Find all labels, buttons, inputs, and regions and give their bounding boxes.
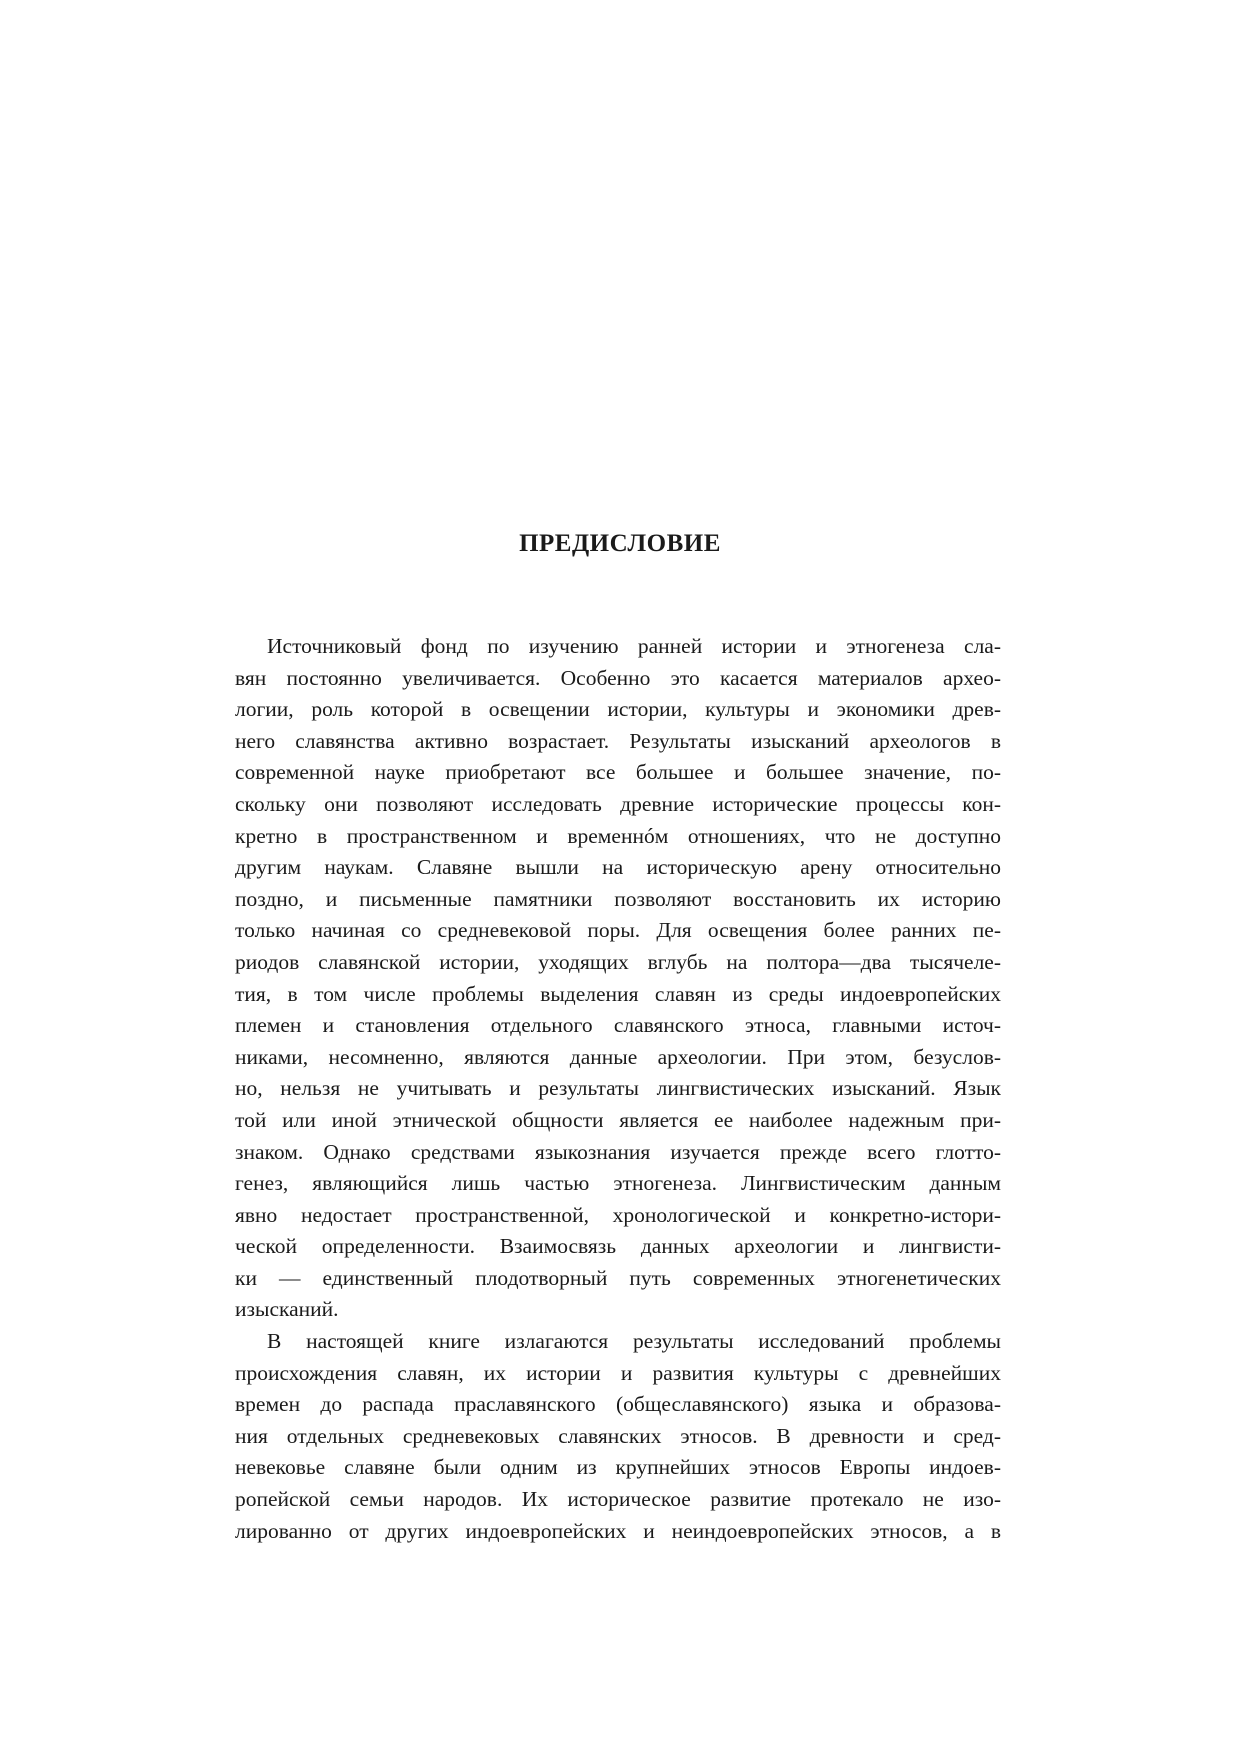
text-line: поздно, и письменные памятники позволяют восстановить их историю (235, 886, 1001, 911)
text-line: племен и становления отдельного славянского этноса, главными источ- (235, 1013, 1001, 1038)
text-line: ропейской семьи народов. Их историческое развитие протекало не изо- (235, 1487, 1001, 1512)
text-line: него славянства активно возрастает. Результаты изысканий археологов в (235, 728, 1001, 753)
text-line: ния отдельных средневековых славянских этносов. В древности и сред- (235, 1423, 1001, 1448)
text-line: В настоящей книге излагаются результаты исследований проблемы (267, 1329, 1001, 1354)
text-line: генез, являющийся лишь частью этногенеза. Лингвистическим данным (235, 1171, 1001, 1196)
page-body (235, 631, 1001, 1547)
text-line: только начиная со средневековой поры. Для освещения более ранних пе- (235, 918, 1001, 943)
text-line: но, нельзя не учитывать и результаты лингвистических изысканий. Язык (235, 1076, 1001, 1101)
text-line: той или иной этнической общности является ее наиболее надежным при- (235, 1107, 1001, 1132)
text-line: скольку они позволяют исследовать древние исторические процессы кон- (235, 791, 1001, 816)
text-line: происхождения славян, их истории и развития культуры с древнейших (235, 1360, 1001, 1385)
text-line: лированно от других индоевропейских и неиндоевропейских этносов, а в (235, 1518, 1001, 1543)
text-line: другим наукам. Славяне вышли на историческую арену относительно (235, 855, 1001, 880)
text-line: тия, в том числе проблемы выделения славян из среды индоевропейских (235, 981, 1001, 1006)
text-line: никами, несомненно, являются данные археологии. При этом, безуслов- (235, 1044, 1001, 1069)
text-line: ческой определенности. Взаимосвязь данных археологии и лингвисти- (235, 1234, 1001, 1259)
text-line: ки — единственный плодотворный путь современных этногенетических (235, 1265, 1001, 1290)
page-title: ПРЕДИСЛОВИЕ (519, 530, 721, 557)
text-line: вян постоянно увеличивается. Особенно это касается материалов архео- (235, 665, 1001, 690)
text-line: риодов славянской истории, уходящих вглубь на полтора—два тысячеле- (235, 949, 1001, 974)
text-line: изысканий. (235, 1297, 339, 1322)
paragraph-1 (235, 631, 1001, 1326)
text-line: времен до распада праславянского (общеславянского) языка и образова- (235, 1392, 1001, 1417)
text-line: невековье славяне были одним из крупнейших этносов Европы индоев- (235, 1455, 1001, 1480)
text-line: кретно в пространственном и временнóм отношениях, что не доступно (235, 823, 1001, 848)
paragraph-2 (235, 1326, 1001, 1547)
text-line: явно недостает пространственной, хронологической и конкретно-истори- (235, 1202, 1001, 1227)
text-line: современной науке приобретают все большее и большее значение, по- (235, 760, 1001, 785)
text-line: логии, роль которой в освещении истории, культуры и экономики древ- (235, 697, 1001, 722)
text-line: Источниковый фонд по изучению ранней истории и этногенеза сла- (267, 634, 1001, 658)
text-line: знаком. Однако средствами языкознания изучается прежде всего глотто- (235, 1139, 1001, 1164)
